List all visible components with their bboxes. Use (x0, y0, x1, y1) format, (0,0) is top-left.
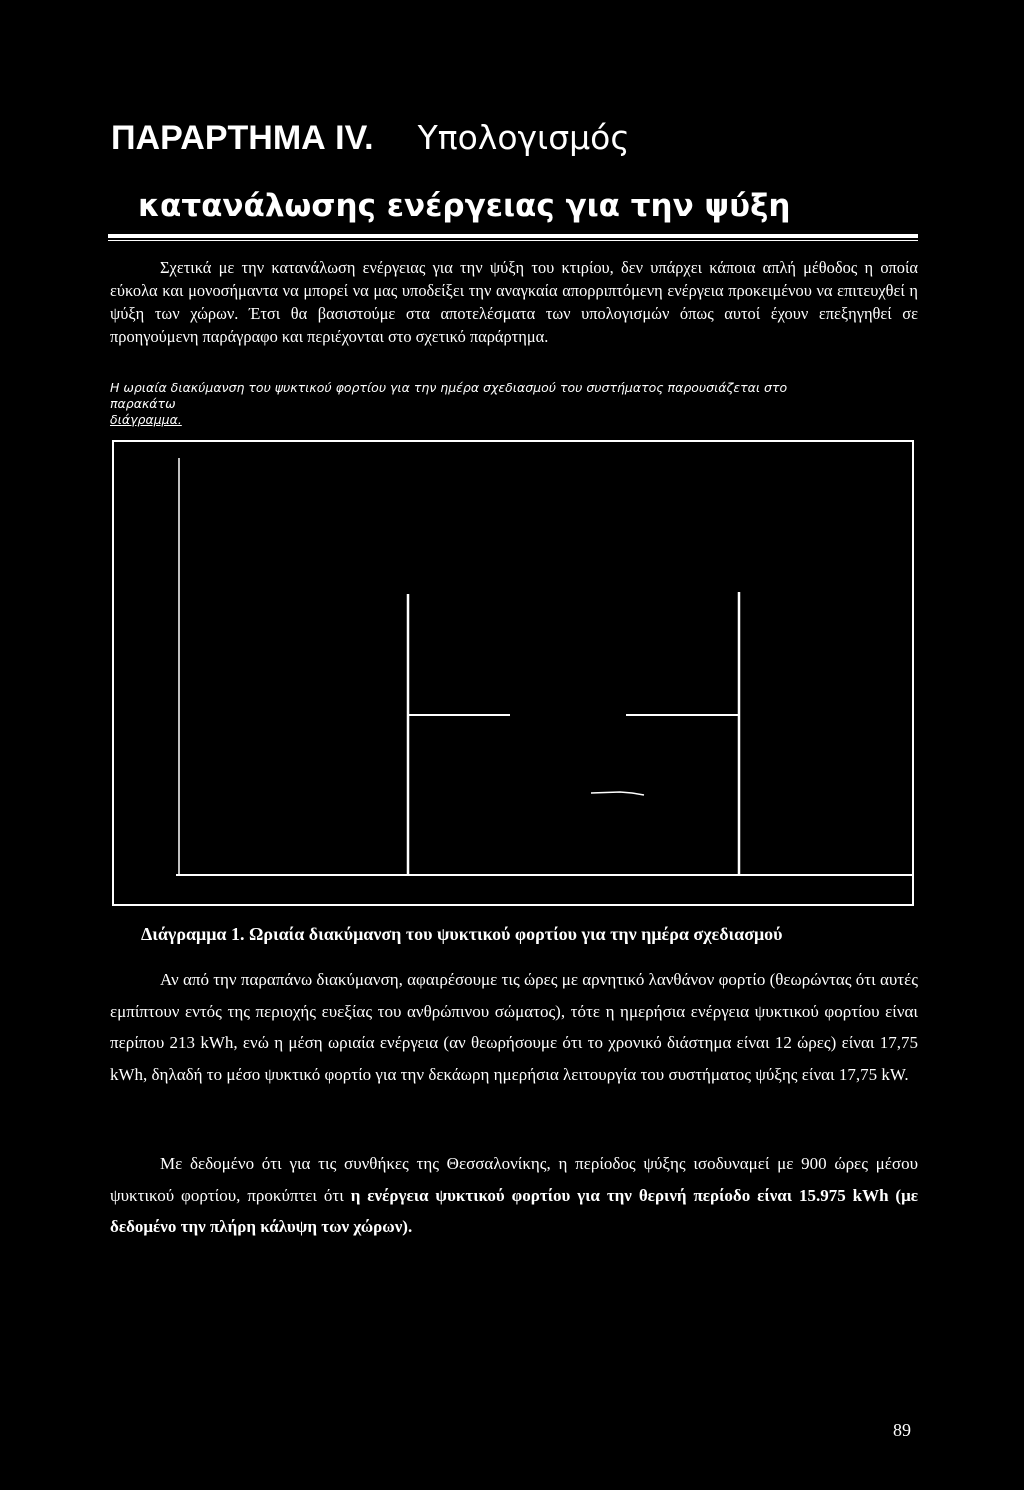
caption-line-1: Η ωριαία διακύμανση του ψυκτικού φορτίου για την ημέρα σχεδιασμού του συστήματος παρουσιάζεται στο (110, 380, 788, 395)
caption-line-3: διάγραμμα. (110, 412, 182, 427)
intro-paragraph: Σχετικά με την κατανάλωση ενέργειας για την ψύξη του κτιρίου, δεν υπάρχει κάποια απλή μέθοδος η οποία εύκολα και μονοσήμαντα να μπορεί να μας υποδείξει την αναγκαία απορριπτόμενη ενέργεια προκειμένου να επιτευχθεί η ψύξη των χώρων. Έτσι θα βασιστούμε στα αποτελέσματα των υπολογισμών όπως αυτοί έχουν επεξηγηθεί σε προηγούμενη παράγραφο και περιέχονται στο σχετικό παράρτημα. (110, 258, 918, 346)
appendix-label: ΠΑΡΑΡΤΗΜΑ IV. (111, 119, 374, 157)
diagram-caption-label: Διάγραμμα 1. (141, 924, 245, 944)
diagram-caption-text: Ωριαία διακύμανση του ψυκτικού φορτίου για την ημέρα σχεδιασμού (248, 924, 783, 944)
chart-center-mark (591, 792, 644, 795)
seasonal-energy-paragraph (110, 1148, 918, 1243)
appendix-title (111, 118, 630, 158)
chart-intro-caption (110, 380, 918, 428)
appendix-subtitle: κατανάλωσης ενέργειας για την ψύξη (138, 188, 791, 224)
title-rule-thick (108, 234, 918, 238)
seasonal-energy-result: η ενέργεια ψυκτικού φορτίου για την θερινή περίοδο είναι 15.975 kWh (με δεδομένο την πλήρη κάλυψη των χώρων). (110, 1185, 918, 1237)
energy-paragraph: Αν από την παραπάνω διακύμανση, αφαιρέσουμε τις ώρες με αρνητικό λανθάνον φορτίο (θεωρώντας ότι αυτές εμπίπτουν εντός της περιοχής ευεξίας του ανθρώπινου σώματος), τότε η ημερήσια ενέργεια ψυκτικού φορτίου είναι περίπου 213 kWh, ενώ η μέση ωριαία ενέργεια (αν θεωρήσουμε ότι το χρονικό διάστημα είναι 12 ώρες) είναι 17,75 kWh, δηλαδή το μέσο ψυκτικό φορτίο για την δεκάωρη ημερήσια λειτουργία του συστήματος ψύξης είναι 17,75 kW. (110, 970, 918, 1084)
appendix-subtitle-start: Υπολογισμός (417, 118, 630, 157)
page-number: 89 (893, 1420, 911, 1440)
seasonal-energy-text: Με δεδομένο ότι για τις συνθήκες της Θεσσαλονίκης, η περίοδος ψύξης ισοδυναμεί με 900 ώρες μέσου ψυκτικού φορτίου, προκύπτει ότι (110, 1154, 918, 1205)
cooling-load-chart (112, 440, 914, 906)
chart-drawing (114, 442, 912, 904)
caption-line-2: παρακάτω (110, 396, 176, 411)
diagram-caption (141, 924, 783, 945)
title-rule-thin (108, 240, 918, 241)
